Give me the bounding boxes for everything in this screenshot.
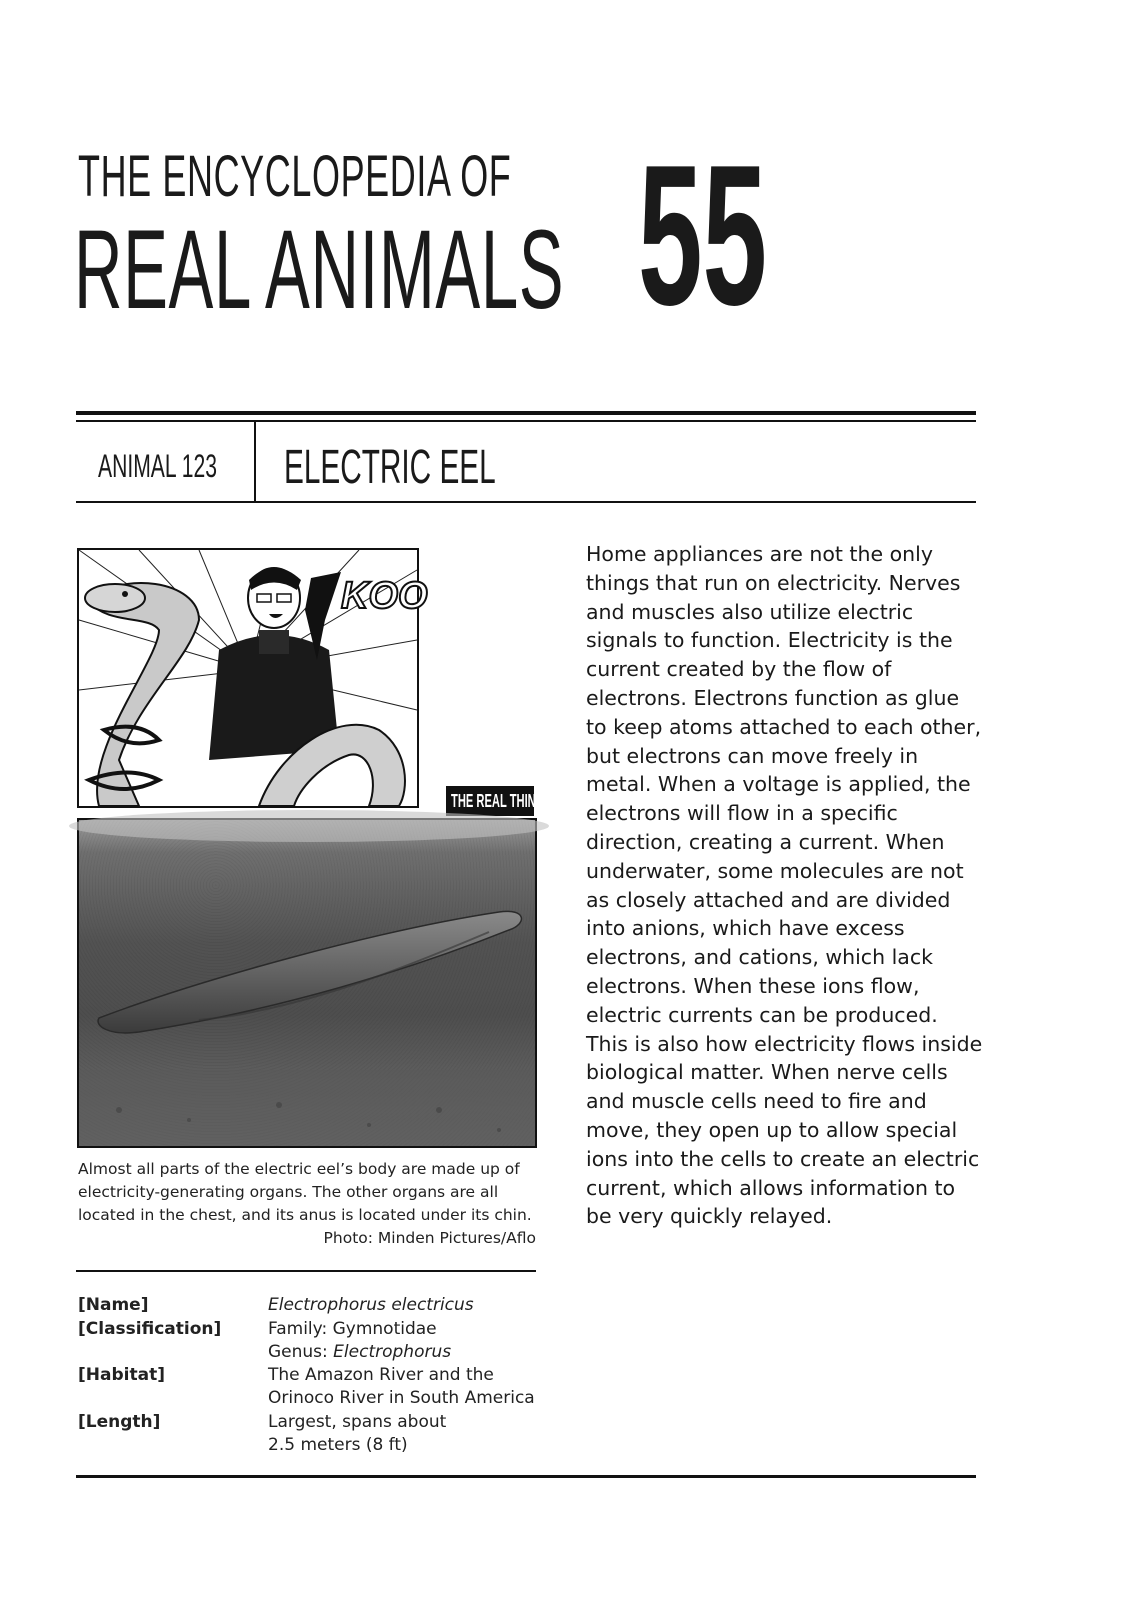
- caption-text: Almost all parts of the electric eel’s body are made up of electricity-generating organs. The other organs are all located in the chest, and its anus is located under its chin.: [78, 1160, 532, 1224]
- animal-number-label: ANIMAL 123: [98, 448, 217, 484]
- top-rule-thick: [76, 411, 976, 415]
- manga-illustration: [79, 550, 428, 806]
- eel-photo: [77, 818, 537, 1148]
- eel-photo-image: [79, 820, 535, 1146]
- article-body: Home appliances are not the only things that run on electricity. Nerves and muscles also utilize electric signals to function. Electricity is the current created by the flow of electrons. Electrons function as glue to keep atoms attached to each other, but electrons can move freely in metal. When a voltage is applied, the electrons will flow in a specific direction, creating a current. When underwater, some molecules are not as closely attached and are divided into anions, which have excess electrons, and cations, which lack electrons. When these ions flow, electric currents can be produced. This is also how electricity flows inside biological matter. When nerve cells and muscle cells need to fire and move, they open up to allow special ions into the cells to create an electric current, which allows information to be very quickly relayed.: [586, 542, 983, 1229]
- length-line-1: Largest, spans about: [268, 1412, 447, 1432]
- photo-credit: Photo: Minden Pictures/Aflo: [323, 1229, 536, 1247]
- top-rule-thin: [76, 420, 976, 422]
- volume-number: 55: [638, 124, 768, 347]
- title-line-1: THE ENCYCLOPEDIA OF: [78, 144, 512, 209]
- name-value: [268, 1294, 474, 1317]
- genus-value: [268, 1341, 451, 1364]
- classification-label: [Classification]: [78, 1319, 222, 1339]
- habitat-line-2: Orinoco River in South America: [268, 1388, 535, 1408]
- info-top-rule: [76, 1270, 536, 1272]
- genus-name: Electrophorus: [333, 1342, 452, 1362]
- habitat-label: [Habitat]: [78, 1365, 165, 1385]
- habitat-line-1: The Amazon River and the: [268, 1365, 494, 1385]
- length-line-2: 2.5 meters (8 ft): [268, 1435, 408, 1455]
- bottom-rule: [76, 1475, 976, 1478]
- real-thing-label: THE REAL THING: [451, 791, 545, 811]
- scientific-name: Electrophorus electricus: [268, 1295, 474, 1315]
- animal-name: ELECTRIC EEL: [284, 441, 496, 494]
- genus-prefix: Genus:: [268, 1342, 334, 1362]
- real-thing-tag: [446, 786, 545, 816]
- header-divider: [254, 422, 256, 502]
- sfx-text: KOO: [341, 575, 428, 617]
- title-line-2: REAL ANIMALS: [74, 207, 565, 332]
- photo-caption: [78, 1158, 536, 1250]
- family-value: Family: Gymnotidae: [268, 1319, 437, 1339]
- header-bottom-rule: [76, 501, 976, 503]
- length-label: [Length]: [78, 1412, 161, 1432]
- manga-panel: [77, 548, 428, 808]
- name-label: [Name]: [78, 1295, 149, 1315]
